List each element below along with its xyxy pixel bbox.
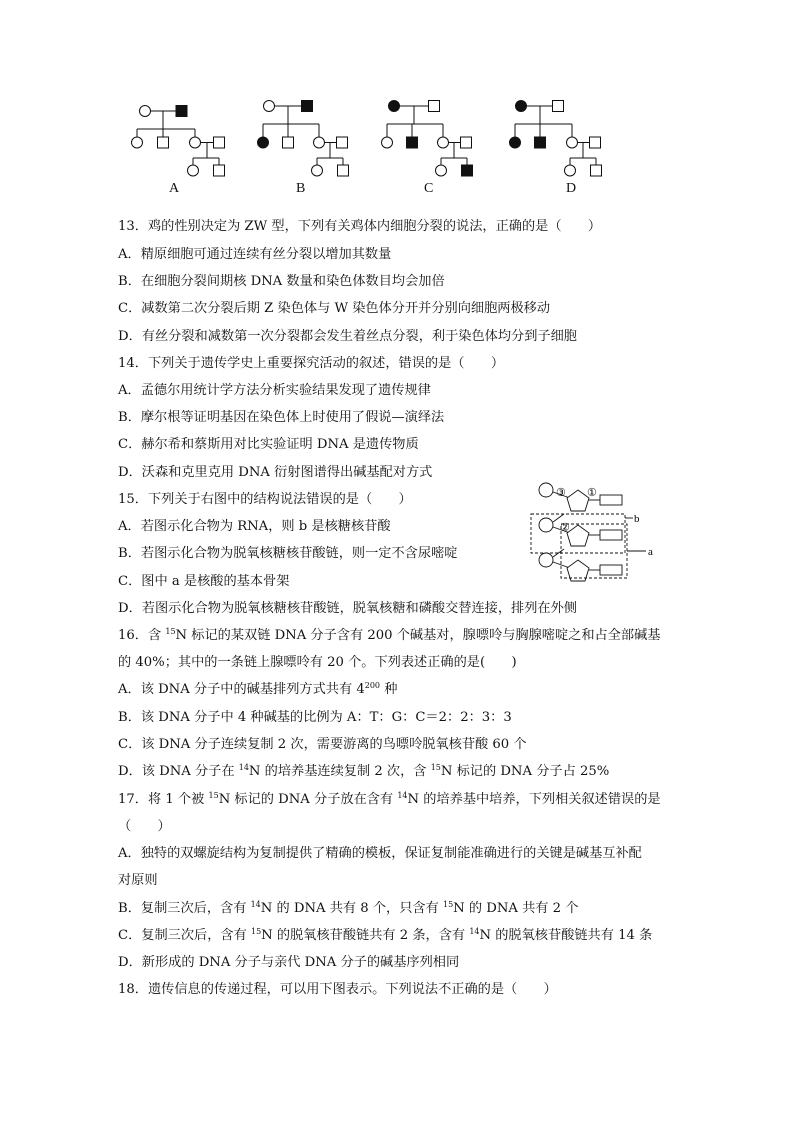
q17-option-c: C．复制三次后，含有 $^{15}$N 的脱氧核苷酸链共有 2 条，含有 $^{14}$N 的脱氧核苷酸链共有 14 条 [118, 927, 653, 943]
label-1: ① [587, 486, 597, 499]
q17-stem-line1: 17．将 1 个被 $^{15}$N 标记的 DNA 分子放在含有 $^{14}$N 的培养基中培养，下列相关叙述错误的是 [118, 791, 661, 807]
pedigree-a [132, 106, 225, 177]
q18-stem: 18．遗传信息的传递过程，可以用下图表示。下列说法不正确的是（ ） [118, 982, 557, 997]
label-b: b [634, 513, 640, 525]
pedigree-label-d: D [566, 181, 577, 196]
q14-option-a: A．孟德尔用统计学方法分析实验结果发现了遗传规律 [118, 383, 431, 398]
pedigree-label-c: C [424, 181, 434, 196]
q13-option-d: D．有丝分裂和减数第一次分裂都会发生着丝点分裂，利于染色体均分到子细胞 [118, 329, 577, 344]
q16-stem-line2: 的 40%；其中的一条链上腺嘌呤有 20 个。下列表述正确的是( ) [118, 655, 517, 670]
q17-option-a-line2: 对原则 [118, 873, 158, 888]
label-a: a [648, 546, 653, 558]
q17-stem-line2: （ ） [118, 819, 171, 834]
q14-stem: 14．下列关于遗传学史上重要探究活动的叙述，错误的是（ ） [118, 356, 505, 371]
q16-option-d: D．该 DNA 分子在 $^{14}$N 的培养基连续复制 2 次，含 $^{15}$N 标记的 DNA 分子占 25% [118, 763, 610, 779]
pedigree-charts [0, 95, 794, 205]
q13-option-c: C．减数第二次分裂后期 Z 染色体与 W 染色体分开并分别向细胞两极移动 [118, 301, 551, 316]
q15-option-c: C．图中 a 是核酸的基本骨架 [118, 574, 290, 589]
q17-option-b: B．复制三次后，含有 $^{14}$N 的 DNA 共有 8 个，只含有 $^{15}$N 的 DNA 共有 2 个 [118, 900, 579, 916]
pedigree-d [510, 101, 602, 177]
q15-stem: 15．下列关于右图中的结构说法错误的是（ ） [118, 492, 412, 507]
q17-option-a-line1: A．独特的双螺旋结构为复制提供了精确的模板，保证复制能准确进行的关键是碱基互补配 [118, 846, 642, 861]
q16-option-a: A．该 DNA 分子中的碱基排列方式共有 $4^{200}$ 种 [118, 681, 398, 697]
q13-option-b: B．在细胞分裂间期核 DNA 数量和染色体数目均会加倍 [118, 274, 445, 289]
q15-option-d: D．若图示化合物为脱氧核糖核苷酸链，脱氧核糖和磷酸交替连接，排列在外侧 [118, 601, 577, 616]
pedigree-label-a: A [169, 181, 180, 196]
q13-stem: 13．鸡的性别决定为 ZW 型，下列有关鸡体内细胞分裂的说法，正确的是（ ） [118, 219, 602, 234]
pedigree-b [258, 101, 349, 177]
q14-option-d: D．沃森和克里克用 DNA 衍射图谱得出碱基配对方式 [118, 465, 433, 480]
q13-option-a: A．精原细胞可通过连续有丝分裂以增加其数量 [118, 247, 392, 262]
q17-option-d: D．新形成的 DNA 分子与亲代 DNA 分子的碱基序列相同 [118, 955, 460, 970]
q15-option-b: B．若图示化合物为脱氧核糖核苷酸链，则一定不含尿嘧啶 [118, 546, 458, 561]
label-2: ② [560, 521, 570, 534]
q16-stem-line1: 16．含 $^{15}$N 标记的某双链 DNA 分子含有 200 个碱基对，腺嘌呤与胸腺嘧啶之和占全部碱基 [118, 627, 661, 643]
q16-option-c: C．该 DNA 分子连续复制 2 次，需要游离的鸟嘌呤脱氧核苷酸 60 个 [118, 737, 527, 752]
nucleotide-chain-figure [528, 478, 676, 590]
q15-option-a: A．若图示化合物为 RNA，则 b 是核糖核苷酸 [118, 519, 391, 534]
label-3: ③ [556, 486, 566, 499]
q16-option-b: B．该 DNA 分子中 4 种碱基的比例为 A：T：G：C＝2：2：3：3 [118, 710, 512, 725]
pedigree-c [382, 101, 473, 177]
q14-option-c: C．赫尔希和蔡斯用对比实验证明 DNA 是遗传物质 [118, 437, 419, 452]
pedigree-label-b: B [296, 181, 306, 196]
q14-option-b: B．摩尔根等证明基因在染色体上时使用了假说—演绎法 [118, 410, 445, 425]
